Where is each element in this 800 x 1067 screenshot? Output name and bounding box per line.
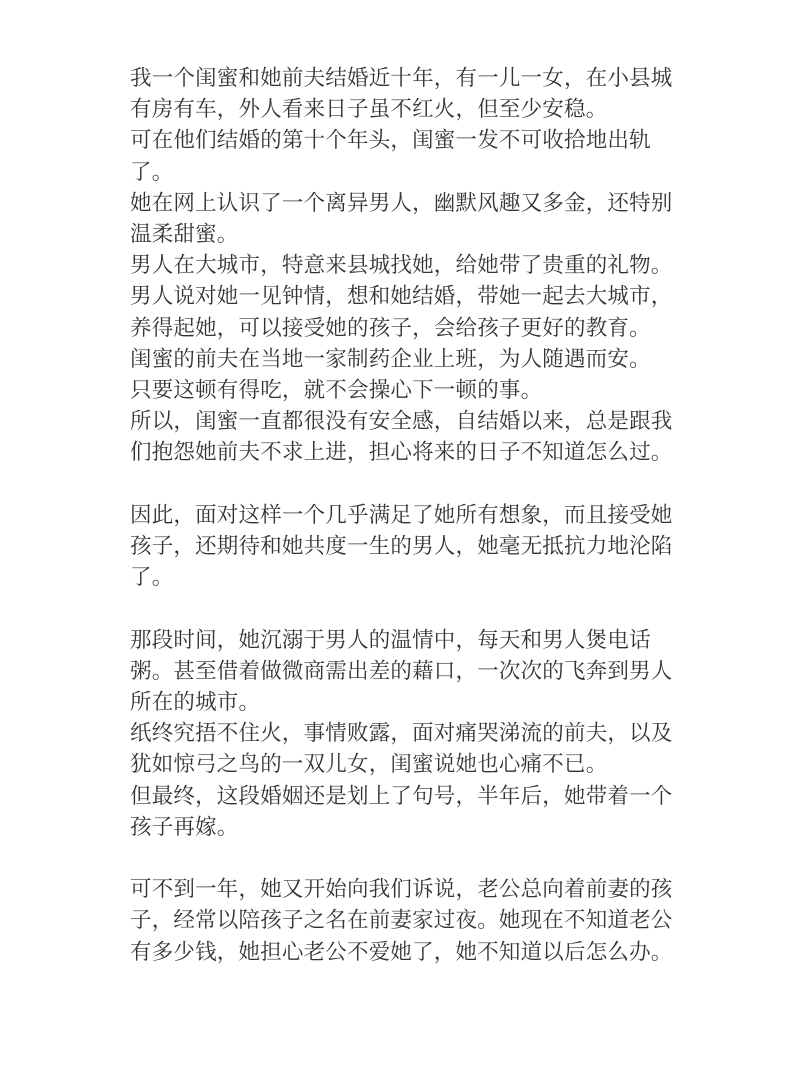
paragraph-block-3 (130, 625, 675, 843)
paragraph-gap (130, 469, 675, 500)
text-line: 可在他们结婚的第十个年头，闺蜜一发不可收拾地出轨了。 (130, 128, 651, 185)
paragraph-block-1 (130, 63, 675, 469)
text-line: 纸终究捂不住火，事情败露，面对痛哭涕流的前夫，以及犹如惊弓之鸟的一双儿女，闺蜜说她也心痛不已。 (130, 721, 673, 778)
text-line: 但最终，这段婚姻还是划上了句号，半年后，她带着一个孩子再嫁。 (130, 783, 673, 840)
text-line: 可不到一年，她又开始向我们诉说，老公总向着前妻的孩子，经常以陪孩子之名在前妻家过夜。她现在不知道老公有多少钱，她担心老公不爱她了，她不知道以后怎么办。 (130, 877, 673, 965)
text-line: 闺蜜的前夫在当地一家制药企业上班，为人随遇而安。 (130, 346, 651, 372)
paragraph-gap (130, 593, 675, 624)
text-line: 我一个闺蜜和她前夫结婚近十年，有一儿一女，在小县城有房有车，外人看来日子虽不红火，但至少安稳。 (130, 66, 673, 123)
text-line: 只要这顿有得吃，就不会操心下一顿的事。 (130, 378, 543, 404)
paragraph-gap (130, 843, 675, 874)
paragraph-block-2 (130, 500, 675, 594)
text-line: 因此，面对这样一个几乎满足了她所有想象，而且接受她孩子，还期待和她共度一生的男人，她毫无抵抗力地沦陷了。 (130, 502, 673, 591)
text-line: 男人说对她一见钟情，想和她结婚，带她一起去大城市，养得起她，可以接受她的孩子，会给孩子更好的教育。 (130, 284, 673, 341)
text-line: 那段时间，她沉溺于男人的温情中，每天和男人煲电话粥。甚至借着做微商需出差的藉口，一次次的飞奔到男人所在的城市。 (130, 627, 673, 716)
text-line: 她在网上认识了一个离异男人，幽默风趣又多金，还特别温柔甜蜜。 (130, 190, 673, 248)
paragraph-block-4 (130, 874, 675, 968)
text-line: 所以，闺蜜一直都很没有安全感，自结婚以来，总是跟我们抱怨她前夫不求上进，担心将来的日子不知道怎么过。 (130, 409, 673, 466)
text-line: 男人在大城市，特意来县城找她，给她带了贵重的礼物。 (130, 253, 673, 279)
article-body (130, 63, 675, 968)
